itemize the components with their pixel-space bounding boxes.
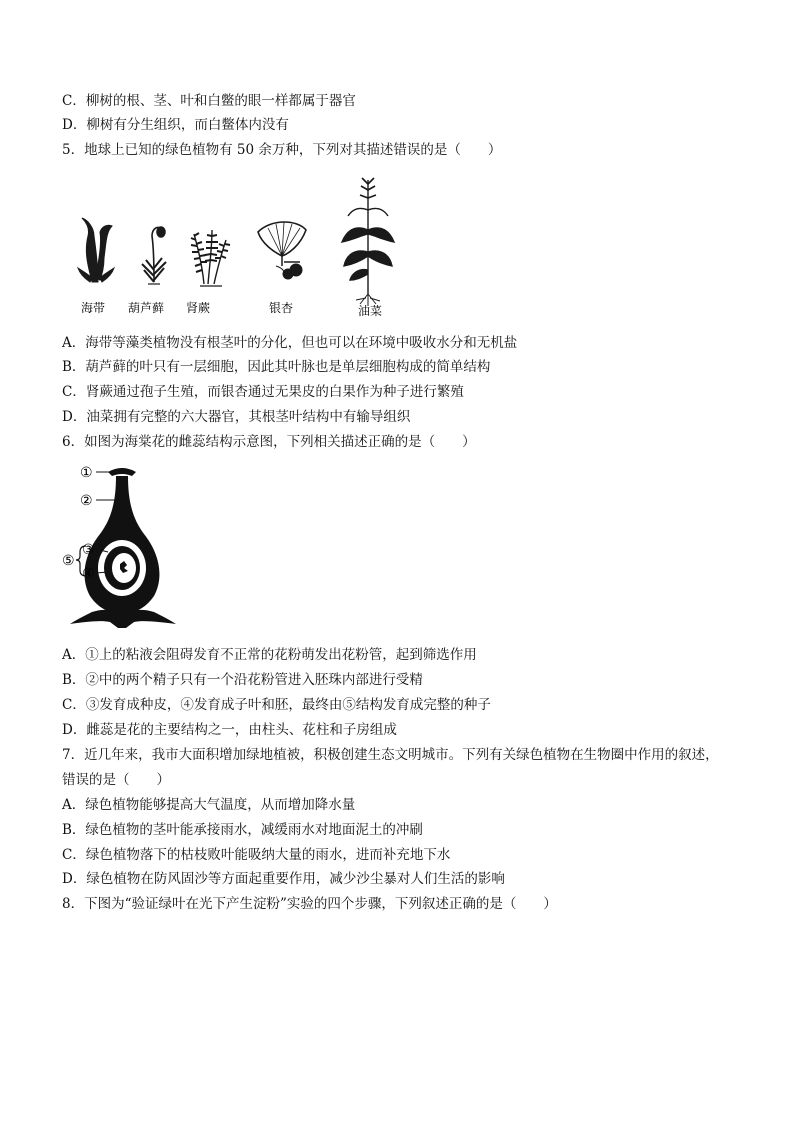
label-1: ①: [80, 465, 93, 481]
fern-illustration: [191, 230, 230, 286]
q6-option-a: A．①上的粘液会阻碍发育不正常的花粉萌发出花粉管，起到筛选作用: [62, 647, 477, 663]
label-5: ⑤: [62, 553, 75, 569]
kelp-illustration: [78, 218, 114, 282]
plants-figure: [62, 170, 422, 318]
pistil-diagram: [62, 460, 202, 630]
q7-stem-line2: 错误的是（ ）: [62, 772, 170, 788]
rapeseed-illustration: [342, 178, 394, 306]
moss-illustration: [142, 227, 166, 284]
label-ginkgo: 银杏: [269, 301, 294, 315]
q7-option-d: D．绿色植物在防风固沙等方面起重要作用，减少沙尘暴对人们生活的影响: [62, 871, 505, 887]
q7-option-a: A．绿色植物能够提高大气温度，从而增加降水量: [62, 797, 356, 813]
q7-option-b: B．绿色植物的茎叶能承接雨水，减缓雨水对地面泥土的冲刷: [62, 822, 423, 838]
q7-option-c: C．绿色植物落下的枯枝败叶能吸纳大量的雨水，进而补充地下水: [62, 847, 451, 863]
q4-option-c: C．柳树的根、茎、叶和白鳖的眼一样都属于器官: [62, 93, 356, 109]
label-4: ④: [82, 566, 95, 582]
q5-stem: 5．地球上已知的绿色植物有 50 余万种，下列对其描述错误的是（ ）: [62, 142, 502, 158]
label-kelp: 海带: [81, 301, 106, 315]
label-3: ③: [82, 542, 95, 558]
q6-stem: 6．如图为海棠花的雌蕊结构示意图，下列相关描述正确的是（ ）: [62, 434, 476, 450]
q6-option-b: B．②中的两个精子只有一个沿花粉管进入胚珠内部进行受精: [62, 672, 423, 688]
q6-option-c: C．③发育成种皮，④发育成子叶和胚，最终由⑤结构发育成完整的种子: [62, 697, 491, 713]
label-2: ②: [80, 493, 93, 509]
label-rapeseed: 油菜: [358, 304, 383, 318]
q7-stem-line1: 7．近几年来，我市大面积增加绿地植被，积极创建生态文明城市。下列有关绿色植物在生物圈中作用的叙述，: [62, 747, 719, 763]
q6-option-d: D．雌蕊是花的主要结构之一，由柱头、花柱和子房组成: [62, 722, 397, 738]
q5-option-c: C．肾蕨通过孢子生殖，而银杏通过无果皮的白果作为种子进行繁殖: [62, 384, 464, 400]
q5-option-a: A．海带等藻类植物没有根茎叶的分化，但也可以在环境中吸收水分和无机盐: [62, 335, 518, 351]
label-fern: 肾蕨: [186, 301, 211, 315]
q4-option-d: D．柳树有分生组织，而白鳖体内没有: [62, 117, 289, 133]
q5-option-b: B．葫芦藓的叶只有一层细胞，因此其叶脉也是单层细胞构成的简单结构: [62, 359, 491, 375]
ginkgo-illustration: [258, 222, 306, 279]
q5-option-d: D．油菜拥有完整的六大器官，其根茎叶结构中有输导组织: [62, 409, 411, 425]
label-moss: 葫芦藓: [128, 301, 165, 315]
q8-stem: 8．下图为“验证绿叶在光下产生淀粉”实验的四个步骤，下列叙述正确的是（ ）: [62, 896, 557, 912]
